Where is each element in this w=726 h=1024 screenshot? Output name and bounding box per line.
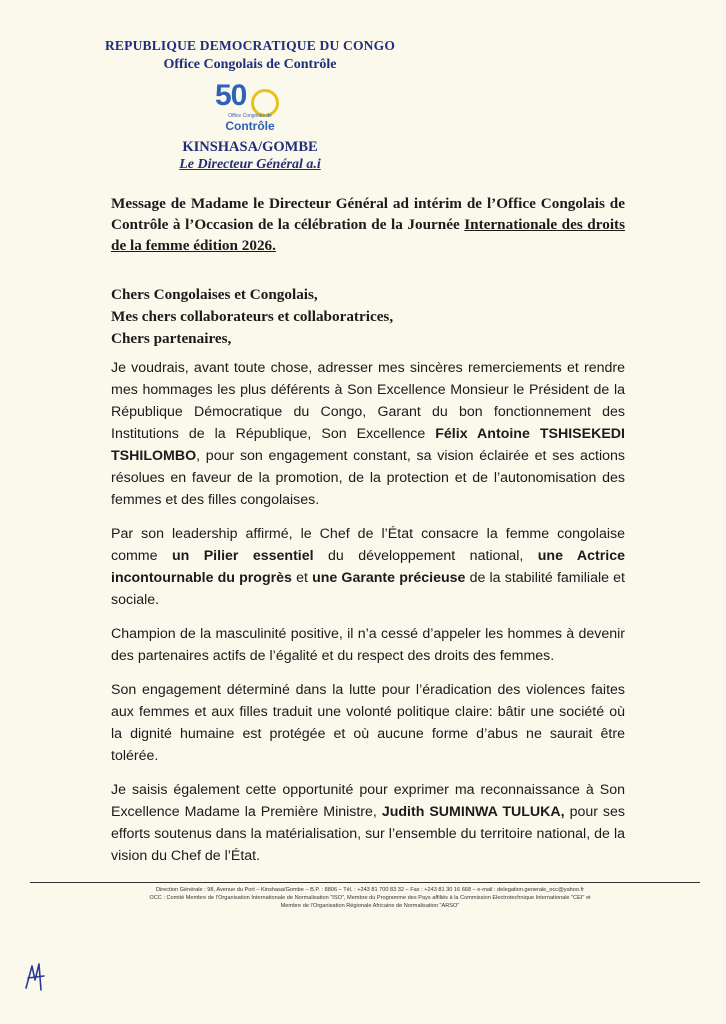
president-name: Félix Antoine TSHISEKEDI TSHILOMBO (111, 426, 625, 464)
p2-text-3: et (291, 570, 313, 586)
letterhead (100, 38, 400, 173)
message-title (111, 193, 625, 256)
occ-logo (207, 79, 293, 135)
paragraph-3: Champion de la masculinité positive, il n’a cessé d’appeler les hommes à devenir des partenaires actifs de l’égalité et du respect des droits des femmes. (111, 626, 625, 664)
title-text: Message de Madame le Directeur Général ad intérim de l’Office Congolais de Contrôle à l’Occasion de la célébration de la Journée (111, 195, 625, 233)
p2-bold-2: une Actrice incontournable du progrès (111, 548, 625, 586)
p5-text-end: pour ses efforts soutenus dans la matérialisation, sur l’ensemble du territoire national, de la vision du Chef de l’État. (111, 804, 626, 864)
p2-text-end: de la stabilité familiale et sociale. (111, 570, 625, 608)
footer-divider (30, 882, 700, 883)
logo-subtitle: Office Congolais de (228, 113, 272, 119)
footer-membership-2: Membre de l’Organisation Régionale Africaine de Normalisation "ARSO" (280, 903, 460, 909)
paragraph-2 (111, 523, 625, 611)
prime-minister-name: Judith SUMINWA TULUKA, (381, 804, 565, 820)
greeting-line-2: Mes chers collaborateurs et collaboratrices, (111, 308, 394, 325)
greeting-line-3: Chers partenaires, (111, 330, 232, 347)
director-title: Le Directeur Général a.i (179, 157, 321, 172)
salutation (111, 284, 611, 350)
p2-bold-1: un Pilier essentiel (171, 548, 314, 564)
footer (80, 886, 660, 910)
p2-bold-3: une Garante précieuse (312, 570, 466, 586)
p2-text: Par son leadership affirmé, le Chef de l’État consacre la femme congolaise comme (111, 526, 625, 564)
title-underlined: Internationale des droits de la femme édition 2026. (111, 216, 626, 254)
initials-signature (22, 960, 50, 994)
p5-text: Je saisis également cette opportunité pour exprimer ma reconnaissance à Son Excellence Madame la Première Ministre, (111, 782, 625, 820)
footer-membership: OCC : Comité Membre de l’Organisation Internationale de Normalisation "ISO", Membre du Programme des Pays affiliés à la Commission Electrotechnique Internationale "CEI" et (149, 895, 591, 901)
message-body (111, 357, 625, 879)
paragraph-5 (111, 779, 625, 867)
country-name: REPUBLIQUE DEMOCRATIQUE DU CONGO (104, 38, 396, 53)
footer-address: Direction Générale : 98, Avenue du Port – Kinshasa/Gombe – B.P. : 8806 – Tél. : +243 81 700 83 32 – Fax : +243 81 30 16 668 – e-mail : delegation.generale_occ@yahoo.fr (156, 887, 584, 893)
office-name: Office Congolais de Contrôle (163, 57, 337, 72)
paragraph-4: Son engagement déterminé dans la lutte pour l’éradication des violences faites aux femmes et aux filles traduit une volonté politique claire: bâtir une société où la dignité humaine est protégée et où aucune forme d’abus ne saurait être tolérée. (111, 682, 625, 764)
p1-text-end: , pour son engagement constant, sa vision éclairée et ses actions résolues en faveur de la promotion, de la protection et de l’autonomisation des femmes et des filles congolaises. (111, 448, 625, 508)
p1-text: Je voudrais, avant toute chose, adresser mes sincères remerciements et rendre mes hommages les plus déférents à Son Excellence Monsieur le Président de la République Démocratique du Congo, Garant du bon fonctionnement des Institutions de la République, Son Excellence (111, 360, 625, 442)
paragraph-1 (111, 357, 625, 511)
logo-fifty: 50 (215, 79, 247, 112)
logo-word: Contrôle (225, 119, 275, 133)
p2-text-2: du développement national, (313, 548, 538, 564)
greeting-line-1: Chers Congolaises et Congolais, (111, 286, 318, 303)
city: KINSHASA/GOMBE (182, 139, 318, 155)
